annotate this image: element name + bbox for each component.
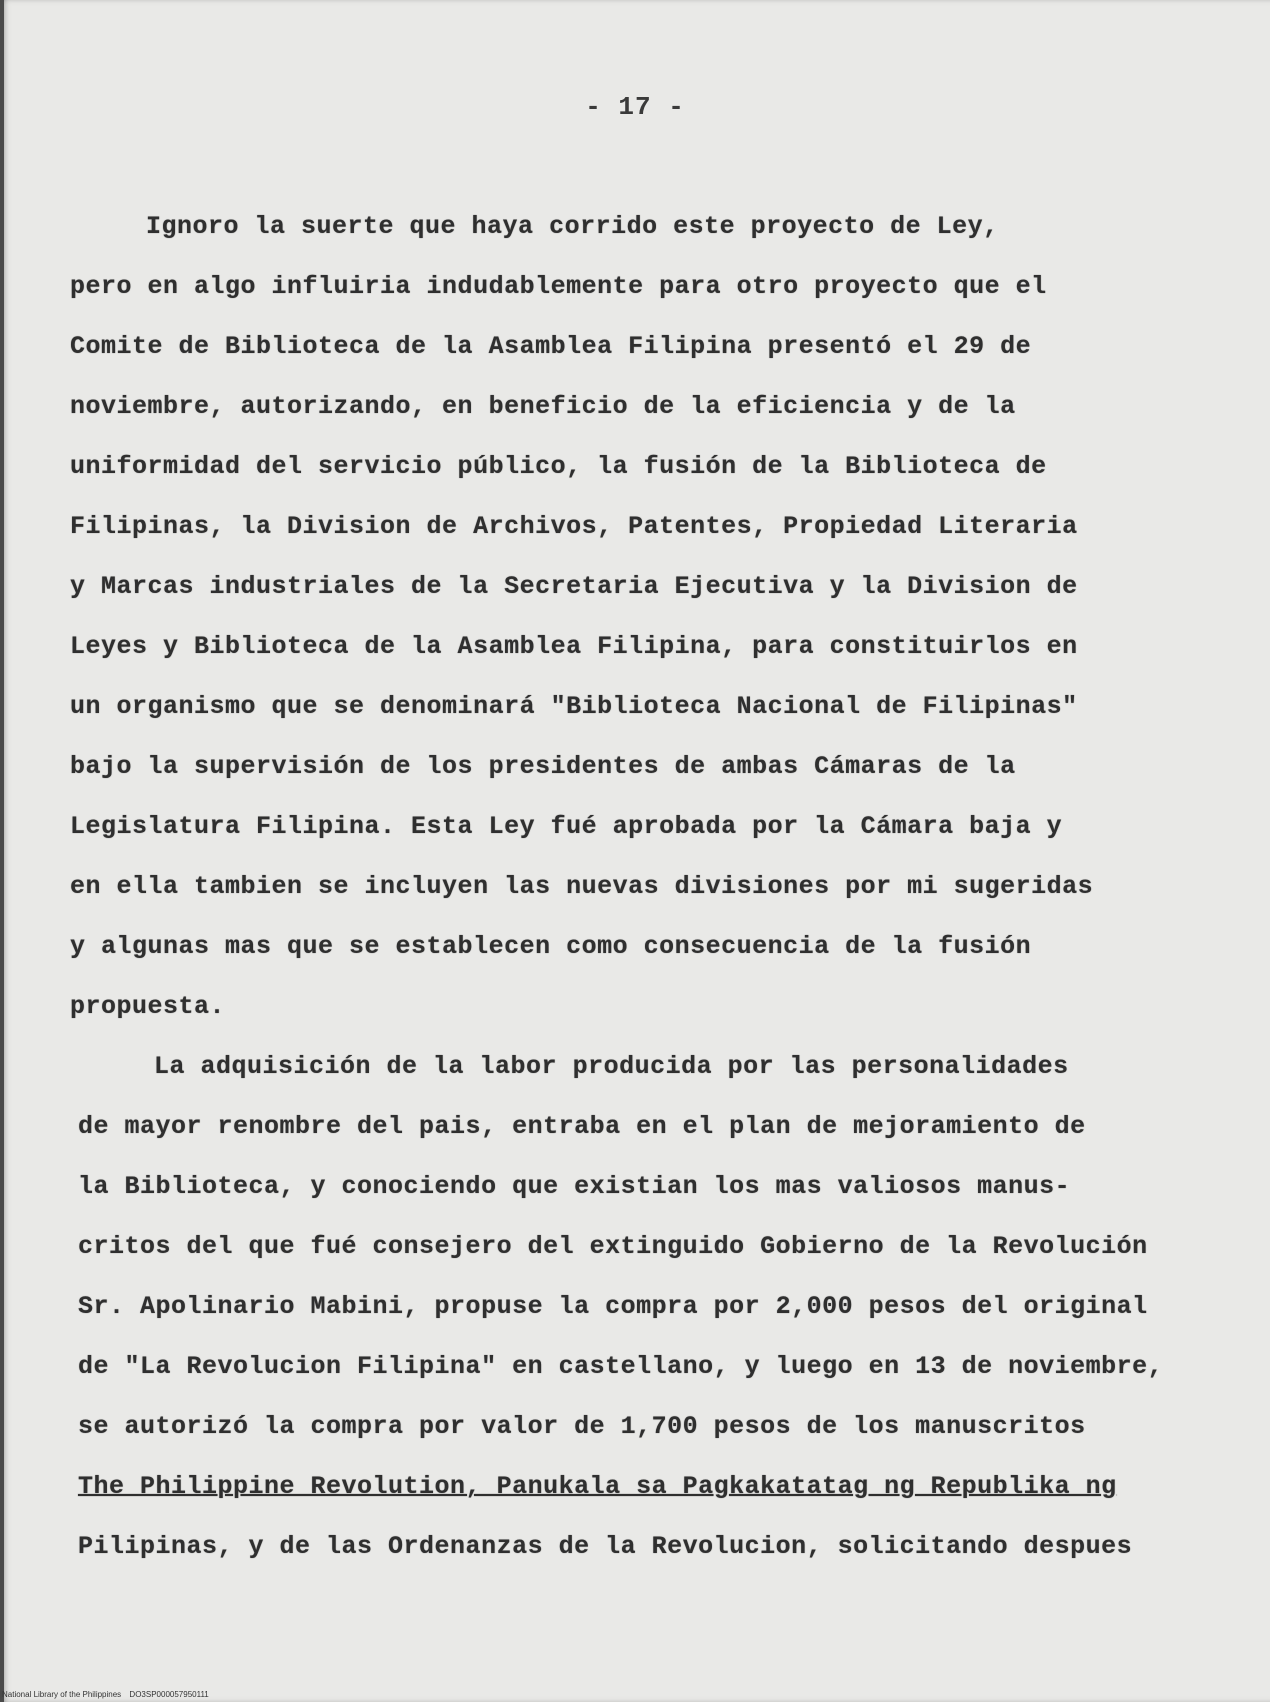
page-number: - 17 -	[585, 92, 685, 122]
paragraph-1-line-5: uniformidad del servicio público, la fusión de la Biblioteca de	[70, 452, 1047, 481]
paragraph-1-line-1: Ignoro la suerte que haya corrido este proyecto de Ley,	[146, 212, 999, 241]
paragraph-2-line-9: Pilipinas, y de las Ordenanzas de la Revolucion, solicitando despues	[78, 1532, 1133, 1561]
archive-footer	[2, 1690, 215, 1699]
paragraph-1-line-7: y Marcas industriales de la Secretaria Ejecutiva y la Division de	[70, 572, 1078, 601]
paragraph-1-line-9: un organismo que se denominará "Biblioteca Nacional de Filipinas"	[70, 692, 1078, 721]
paragraph-1-line-14: propuesta.	[70, 992, 226, 1021]
paragraph-1-line-2: pero en algo influiria indudablemente para otro proyecto que el	[70, 272, 1047, 301]
paragraph-1-line-12: en ella tambien se incluyen las nuevas divisiones por mi sugeridas	[70, 872, 1094, 901]
footer-identifier: DO3SP000057950111	[129, 1690, 209, 1699]
paragraph-1-line-3: Comite de Biblioteca de la Asamblea Filipina presentó el 29 de	[70, 332, 1032, 361]
paragraph-1-line-13: y algunas mas que se establecen como consecuencia de la fusión	[70, 932, 1032, 961]
paragraph-1-line-8: Leyes y Biblioteca de la Asamblea Filipina, para constituirlos en	[70, 632, 1078, 661]
paragraph-2-line-4: critos del que fué consejero del extinguido Gobierno de la Revolución	[78, 1232, 1148, 1261]
paragraph-2-line-5: Sr. Apolinario Mabini, propuse la compra por 2,000 pesos del original	[78, 1292, 1148, 1321]
paragraph-1-line-11: Legislatura Filipina. Esta Ley fué aprobada por la Cámara baja y	[70, 812, 1063, 841]
paragraph-1-line-6: Filipinas, la Division de Archivos, Patentes, Propiedad Literaria	[70, 512, 1078, 541]
paragraph-2-line-2: de mayor renombre del pais, entraba en el plan de mejoramiento de	[78, 1112, 1086, 1141]
paragraph-2-line-1: La adquisición de la labor producida por las personalidades	[154, 1052, 1069, 1081]
paragraph-1-line-4: noviembre, autorizando, en beneficio de la eficiencia y de la	[70, 392, 1016, 421]
paragraph-1-line-10: bajo la supervisión de los presidentes de ambas Cámaras de la	[70, 752, 1016, 781]
paragraph-2-line-3: la Biblioteca, y conociendo que existian los mas valiosos manus-	[78, 1172, 1071, 1201]
paragraph-2-line-6: de "La Revolucion Filipina" en castellano, y luego en 13 de noviembre,	[78, 1352, 1164, 1381]
footer-institution: National Library of the Philippines	[2, 1690, 122, 1699]
paragraph-2-line-7: se autorizó la compra por valor de 1,700 pesos de los manuscritos	[78, 1412, 1086, 1441]
paragraph-2-line-8: The Philippine Revolution, Panukala sa Pagkakatatag ng Republika ng	[78, 1472, 1117, 1501]
page-left-edge	[0, 0, 4, 1702]
